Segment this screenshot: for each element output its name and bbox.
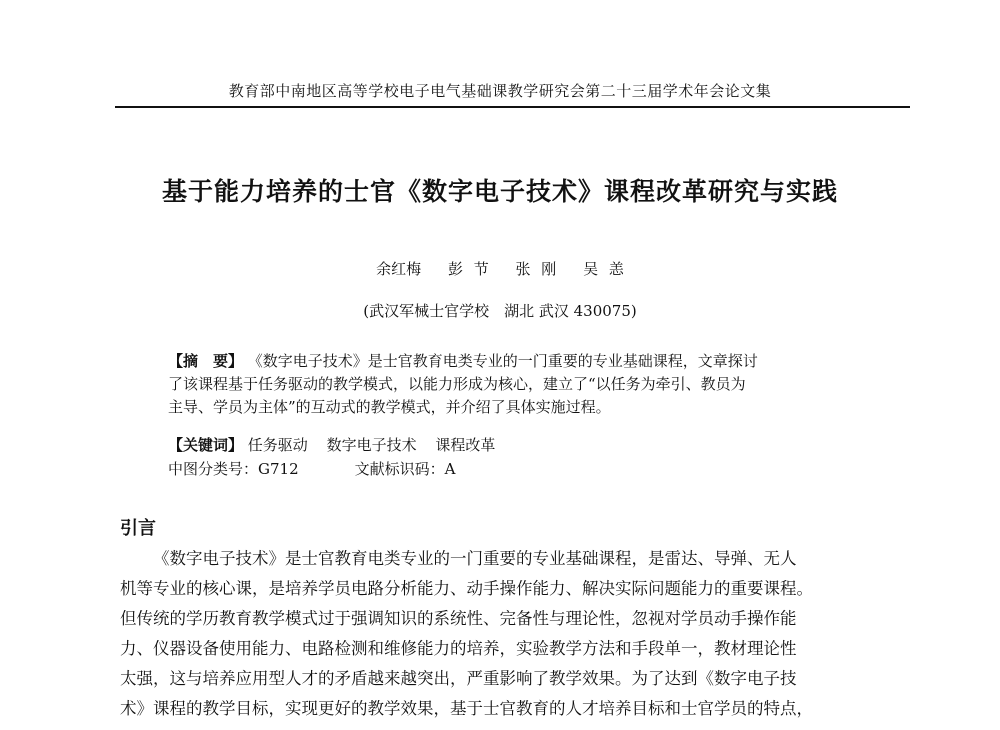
running-header: 教育部中南地区高等学校电子电气基础课教学研究会第二十三届学术年会论文集 (228, 82, 772, 100)
abstract (168, 350, 848, 419)
abstract-label: 【摘 要】 (168, 352, 244, 370)
body-line: 但传统的学历教育教学模式过于强调知识的系统性、完备性与理论性，忽视对学员动手操作能 (120, 609, 797, 628)
keywords-label: 【关键词】 (168, 436, 244, 454)
abstract-line (168, 350, 848, 373)
abstract-line: 主导、学员为主体”的互动式的教学模式，并介绍了具体实施过程。 (168, 398, 611, 416)
body-line: 机等专业的核心课，是培养学员电路分析能力、动手操作能力、解决实际问题能力的重要课程。 (120, 579, 813, 598)
section-heading: 引言 (120, 518, 156, 539)
author: 吴 恙 (583, 260, 624, 278)
affiliation: (武汉军械士官学校 湖北 武汉 430075) (363, 302, 637, 320)
body-line: 术》课程的教学目标，实现更好的教学效果，基于士官教育的人才培养目标和士官学员的特点， (120, 699, 813, 718)
abstract-line: 了该课程基于任务驱动的教学模式，以能力形成为核心，建立了“以任务为牵引、教员为 (168, 375, 746, 393)
author: 彭 节 (447, 260, 489, 278)
author: 张 刚 (515, 260, 557, 278)
header-rule (115, 106, 910, 108)
clc-number: 中图分类号：G712 (168, 460, 299, 478)
body-line: 太强，这与培养应用型人才的矛盾越来越突出，严重影响了教学效果。为了达到《数字电子技 (120, 669, 797, 688)
author: 余红梅 (376, 260, 422, 278)
classification (168, 458, 455, 479)
abstract-text: 《数字电子技术》是士官教育电类专业的一门重要的专业基础课程，文章探讨 (247, 352, 758, 370)
body-line: 力、仪器设备使用能力、电路检测和维修能力的培养，实验教学方法和手段单一，教材理论性 (120, 639, 797, 658)
keyword: 数字电子技术 (326, 436, 417, 454)
body-line: 《数字电子技术》是士官教育电类专业的一门重要的专业基础课程，是雷达、导弹、无人 (153, 549, 797, 568)
keyword: 课程改革 (435, 436, 496, 454)
author-list (0, 258, 1000, 279)
document-code: 文献标识码：A (354, 460, 456, 478)
paper-title: 基于能力培养的士官《数字电子技术》课程改革研究与实践 (161, 177, 838, 206)
body-paragraph (120, 544, 890, 724)
keywords (168, 434, 509, 455)
keyword: 任务驱动 (247, 436, 308, 454)
